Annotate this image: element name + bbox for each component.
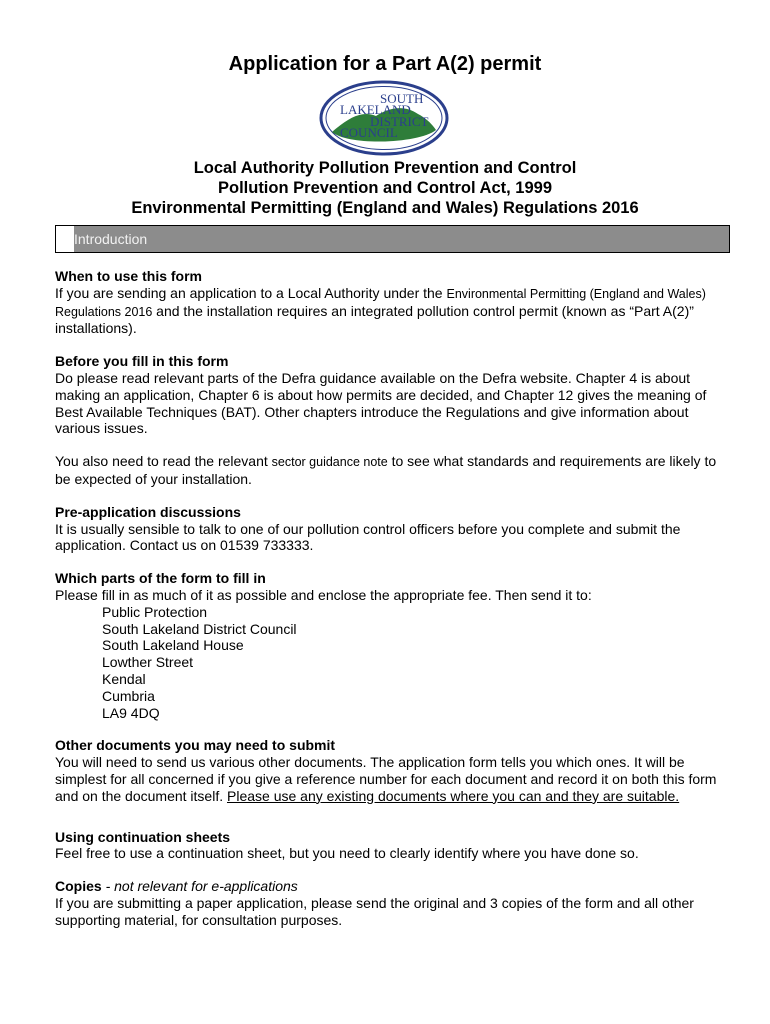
section-continuation	[55, 829, 725, 863]
legislation-headings	[0, 158, 770, 218]
section-text: It is usually sensible to talk to one of our pollution control officers before you complete and submit the application. Contact us on 01539 733333.	[55, 520, 681, 554]
heading-line: Environmental Permitting (England and Wales) Regulations 2016	[131, 199, 639, 217]
copies-note: - not relevant for e-applications	[101, 878, 298, 895]
section-text: If you are submitting a paper application, please send the original and 3 copies of the form and all other supporting material, for consultation purposes.	[55, 894, 694, 928]
section-heading-line	[55, 878, 725, 895]
section-heading: Copies	[55, 878, 102, 895]
text-run: to see what standards and requirements are likely to be expected of your installation.	[55, 453, 717, 487]
logo-text-south: SOUTH	[380, 91, 424, 106]
text-run: You will need to send us various other documents. The application form tells you which ones. It will be simplest for all concerned if you give a reference number for each document and record it on both this form and on the document itself.	[55, 754, 717, 804]
section-text	[55, 453, 725, 488]
section-text: Please fill in as much of it as possible and enclose the appropriate fee. Then send it to:	[55, 586, 592, 603]
address-line: South Lakeland District Council	[102, 620, 297, 637]
section-before-fill	[55, 353, 725, 437]
text-run: If you are sending an application to a Local Authority under the	[55, 284, 447, 301]
heading-line: Local Authority Pollution Prevention and Control	[193, 159, 577, 177]
section-text: Feel free to use a continuation sheet, but you need to clearly identify where you have done so.	[55, 845, 639, 862]
section-heading: Pre-application discussions	[55, 503, 241, 520]
address-line: Cumbria	[102, 687, 155, 704]
section-when-to-use	[55, 268, 725, 337]
section-copies	[55, 878, 725, 928]
section-heading: When to use this form	[55, 268, 202, 284]
section-heading: Other documents you may need to submit	[55, 737, 336, 754]
address-line: South Lakeland House	[102, 637, 244, 654]
address-line: Public Protection	[102, 603, 208, 620]
text-run: and the installation requires an integrated pollution control permit (known as “Part A(2)” installations).	[55, 302, 694, 337]
sector-guidance-note: sector guidance note	[271, 455, 388, 470]
section-which-parts	[55, 570, 725, 721]
underlined-text: Please use any existing documents where you can and they are suitable.	[227, 787, 680, 804]
section-sector-guidance	[55, 453, 725, 488]
section-text	[55, 754, 725, 804]
logo-text-district: DISTRICT	[370, 114, 429, 129]
section-heading: Using continuation sheets	[55, 828, 231, 845]
section-pre-application	[55, 504, 725, 554]
section-heading: Before you fill in this form	[55, 353, 229, 370]
section-other-documents	[55, 737, 725, 804]
page-title: Application for a Part A(2) permit	[228, 53, 542, 75]
heading-line: Pollution Prevention and Control Act, 1999	[217, 179, 552, 197]
address-line: Kendal	[102, 670, 146, 687]
introduction-bar	[55, 225, 730, 253]
logo-text-council: COUNCIL	[340, 125, 398, 140]
text-run: You also need to read the relevant	[55, 453, 272, 470]
council-logo	[318, 80, 450, 156]
section-text	[55, 285, 725, 337]
introduction-label: Introduction	[74, 226, 729, 252]
section-heading: Which parts of the form to fill in	[55, 570, 266, 587]
document-body	[55, 268, 725, 945]
address-line: Lowther Street	[102, 654, 194, 671]
logo-text-lakeland: LAKELAND	[340, 102, 411, 117]
regulation-name: Environmental Permitting (England and Wales) Regulations 2016	[55, 286, 706, 319]
section-text: Do please read relevant parts of the Defra guidance available on the Defra website. Chapter 4 is about making an application, Chapter 6 is about how permits are decided, and Chapter 12 gives the meaning of Best Available Techniques (BAT). Other chapters introduce the Regulations and give information about various issues.	[55, 369, 707, 437]
address-line: LA9 4DQ	[102, 704, 160, 721]
